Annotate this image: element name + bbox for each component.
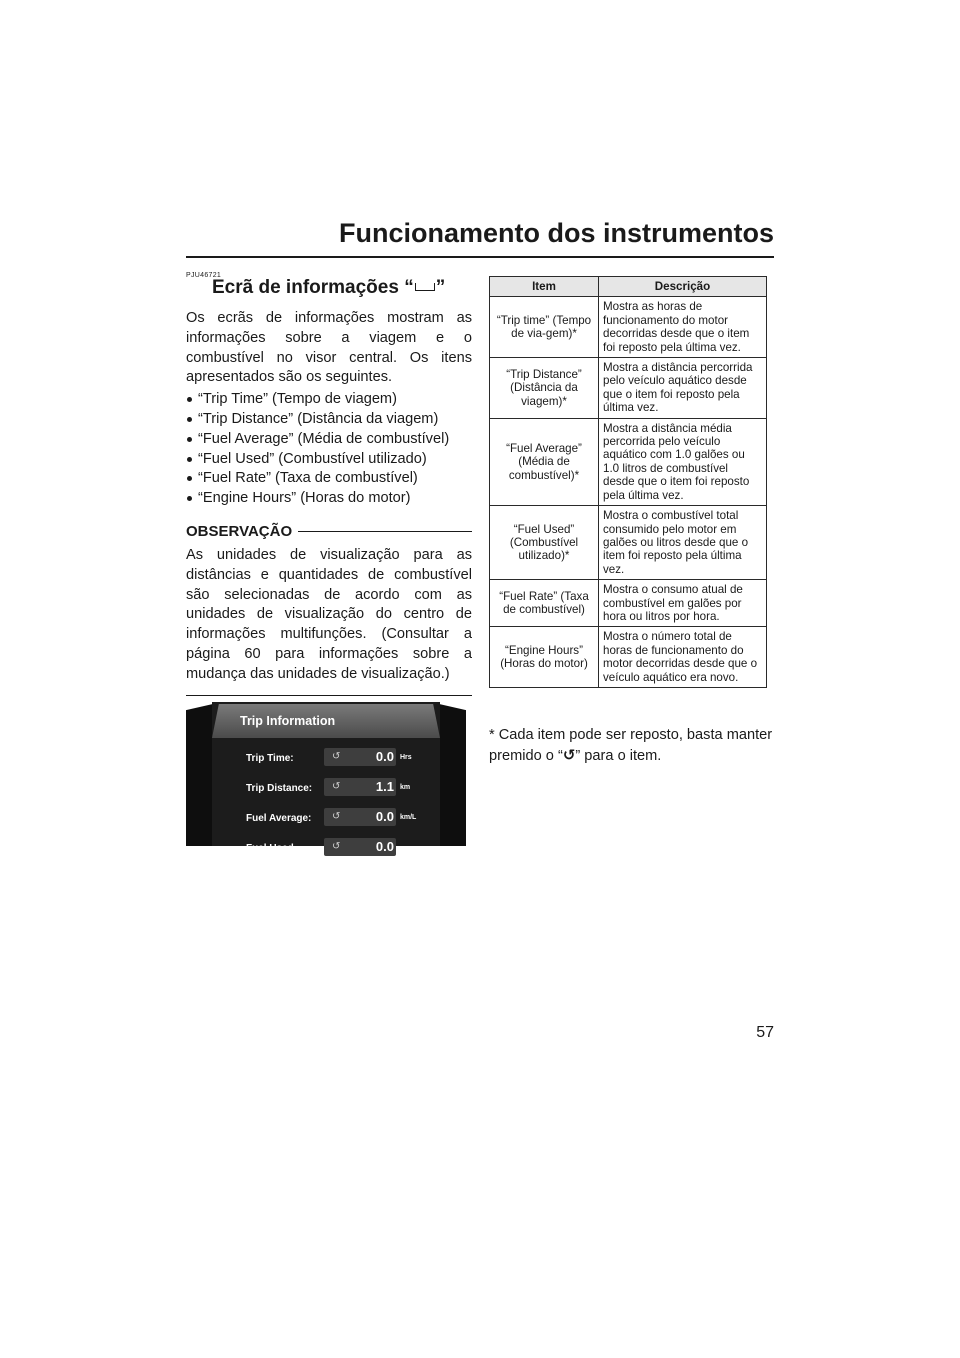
trip-information-screen [186, 688, 466, 854]
page-header-title: Funcionamento dos instrumentos [338, 218, 774, 248]
reset-icon: ↺ [332, 811, 341, 822]
section-title [186, 277, 472, 299]
reset-icon: ↺ [332, 781, 341, 792]
column-header-item: Item [490, 277, 599, 297]
table-footnote [489, 726, 775, 767]
info-table-wrapper [489, 276, 767, 688]
screen-row-trip-distance [220, 776, 430, 802]
list-item: “Engine Hours” (Horas do motor) [186, 489, 472, 509]
screen-row-label: Trip Distance: [246, 783, 313, 794]
column-header-description: Descrição [599, 277, 767, 297]
screen-frame-right [438, 688, 466, 846]
page-number: 57 [756, 1024, 774, 1041]
table-row [490, 358, 767, 419]
screen-title: Trip Information [240, 714, 336, 728]
table-cell-description: Mostra o combustível total consumido pelo motor em galões ou litros desde que o item foi reposto pela última vez. [599, 506, 767, 580]
table-cell-description: Mostra o número total de horas de funcionamento do motor decorridas desde que o veículo aquático era novo. [599, 627, 767, 688]
table-cell-description: Mostra o consumo atual de combustível em galões por hora ou litros por hora. [599, 580, 767, 627]
screen-row-value: 0.0 [375, 839, 394, 854]
screen-row-label: Fuel Used [246, 843, 294, 854]
screen-row-fuel-used [220, 836, 430, 862]
list-item: “Fuel Average” (Média de combustível) [186, 430, 472, 450]
items-list [186, 390, 472, 509]
screen-row-unit: km/L [400, 814, 417, 821]
screen-row-label: Fuel Average: [246, 813, 312, 824]
table-row [490, 580, 767, 627]
table-row [490, 506, 767, 580]
table-header-row [490, 277, 767, 297]
table-cell-item: “Fuel Rate” (Taxa de combustível) [490, 580, 599, 627]
info-screen-icon [415, 283, 435, 291]
left-column [186, 272, 472, 696]
footnote-text-before: * Cada item pode ser reposto, basta manter premido o “ [489, 727, 773, 764]
header-rule [186, 256, 774, 258]
section-title-suffix: ” [435, 277, 446, 298]
table-cell-item: “Fuel Average” (Média de combustível)* [490, 418, 599, 505]
note-heading [186, 523, 472, 540]
info-table [489, 276, 767, 688]
screen-row-unit: km [400, 784, 411, 791]
note-heading-rule [298, 531, 472, 532]
screen-row-label: Trip Time: [246, 753, 294, 764]
table-cell-description: Mostra as horas de funcionamento do motor decorridas desde que o item foi reposto pela última vez. [599, 297, 767, 358]
screen-frame-left [186, 688, 214, 846]
list-item: “Trip Time” (Tempo de viagem) [186, 390, 472, 410]
table-cell-description: Mostra a distância média percorrida pelo veículo aquático com 1.0 galões ou 1.0 litros de combustível desde que o item foi reposto pela última vez. [599, 418, 767, 505]
reset-icon: ↺ [332, 841, 341, 852]
table-row [490, 418, 767, 505]
screen-row-unit: Hrs [400, 754, 412, 761]
list-item: “Fuel Rate” (Taxa de combustível) [186, 469, 472, 489]
table-row [490, 627, 767, 688]
note-text: As unidades de visualização para as distâncias e quantidades de combustível são selecionadas de acordo com as unidades de visualização do centro de informações multifunções. (Consultar a página 60 para informações sobre a mudança das unidades de visualização.) [186, 546, 472, 682]
screen-row-trip-time [220, 746, 430, 772]
table-cell-description: Mostra a distância percorrida pelo veículo aquático desde que o item foi reposto pela última vez. [599, 358, 767, 419]
screen-row-fuel-average [220, 806, 430, 832]
table-cell-item: “Trip Distance” (Distância da viagem)* [490, 358, 599, 419]
footnote-text-after: ” para o item. [575, 747, 662, 764]
list-item: “Fuel Used” (Combustível utilizado) [186, 450, 472, 470]
table-cell-item: “Engine Hours” (Horas do motor) [490, 627, 599, 688]
table-cell-item: “Fuel Used” (Combustível utilizado)* [490, 506, 599, 580]
intro-paragraph: Os ecrãs de informações mostram as informações sobre a viagem e o combustível no visor central. Os itens apresentados são os seguintes. [186, 310, 472, 386]
section-code: PJU46721 [186, 272, 222, 279]
screen-row-value: 0.0 [375, 749, 394, 764]
table-row [490, 297, 767, 358]
reset-icon: ↺ [562, 746, 576, 764]
screen-row-value: 1.1 [375, 779, 394, 794]
reset-icon: ↺ [332, 751, 341, 762]
list-item: “Trip Distance” (Distância da viagem) [186, 410, 472, 430]
note-heading-text: OBSERVAÇÃO [186, 522, 293, 540]
screen-row-value: 0.0 [375, 809, 394, 824]
section-title-prefix: Ecrã de informações “ [212, 277, 414, 298]
table-cell-item: “Trip time” (Tempo de via-gem)* [490, 297, 599, 358]
